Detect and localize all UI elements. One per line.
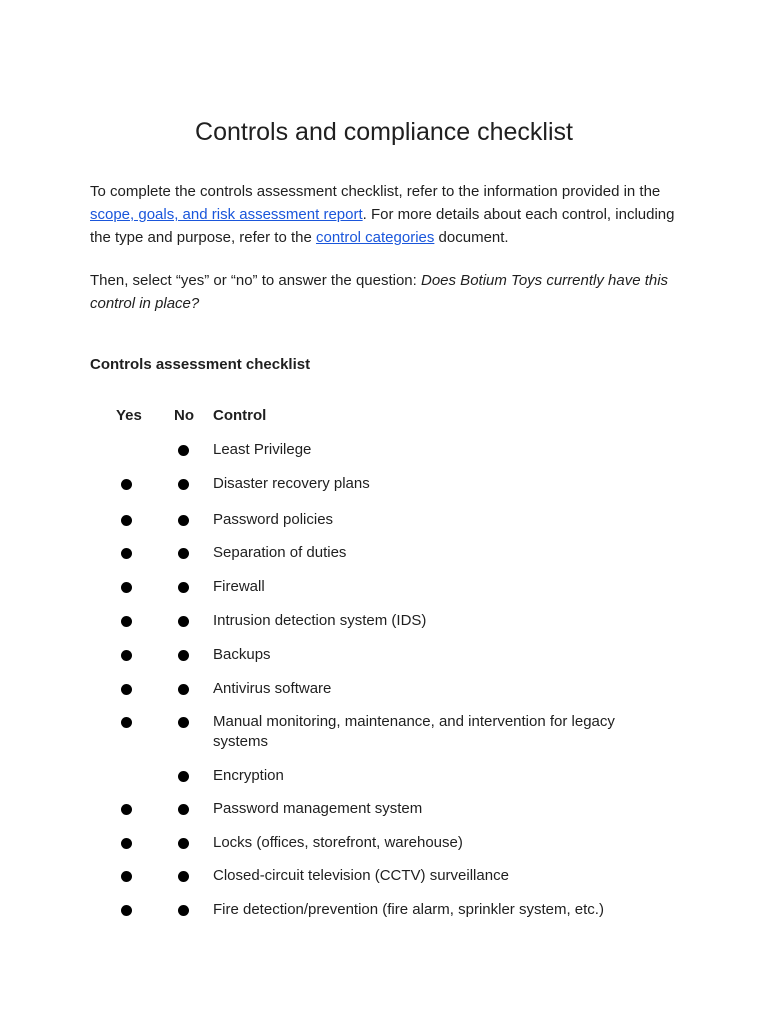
checklist-row: [0, 712, 768, 750]
no-radio-icon[interactable]: [178, 717, 189, 728]
instruction-question: Does Botium Toys currently have this control in place?: [90, 272, 669, 312]
yes-radio-icon[interactable]: [121, 871, 132, 882]
control-label: Separation of duties: [213, 544, 347, 561]
control-label: Intrusion detection system (IDS): [213, 612, 427, 629]
yes-radio-icon[interactable]: [121, 582, 132, 593]
page-title: Controls and compliance checklist: [195, 118, 573, 146]
control-label: Backups: [213, 646, 271, 663]
yes-radio-icon[interactable]: [121, 616, 132, 627]
intro-paragraph: [90, 180, 680, 249]
yes-radio-icon[interactable]: [121, 548, 132, 559]
column-header-no: No: [174, 407, 194, 424]
yes-radio-icon[interactable]: [121, 804, 132, 815]
scope-report-link[interactable]: scope, goals, and risk assessment report: [90, 206, 363, 223]
control-label: Manual monitoring, maintenance, and intervention for legacy systems: [213, 713, 615, 750]
column-header-yes: Yes: [116, 407, 142, 424]
yes-radio-icon[interactable]: [121, 905, 132, 916]
checklist-row: [0, 510, 768, 532]
control-label: Least Privilege: [213, 441, 312, 458]
no-radio-icon[interactable]: [178, 684, 189, 695]
no-radio-icon[interactable]: [178, 616, 189, 627]
intro-text-3: document.: [434, 229, 509, 246]
control-label: Antivirus software: [213, 680, 332, 697]
control-label: Firewall: [213, 578, 265, 595]
control-label: Fire detection/prevention (fire alarm, sprinkler system, etc.): [213, 901, 604, 918]
checklist-row: [0, 766, 768, 788]
control-label: Closed-circuit television (CCTV) surveillance: [213, 867, 509, 884]
yes-radio-icon[interactable]: [121, 479, 132, 490]
instruction-paragraph: [90, 269, 680, 315]
section-heading: Controls assessment checklist: [90, 356, 311, 373]
no-radio-icon[interactable]: [178, 871, 189, 882]
checklist-row: [0, 577, 768, 599]
no-radio-icon[interactable]: [178, 515, 189, 526]
checklist-row: [0, 866, 768, 888]
no-radio-icon[interactable]: [178, 771, 189, 782]
yes-radio-icon[interactable]: [121, 650, 132, 661]
yes-radio-icon[interactable]: [121, 717, 132, 728]
yes-radio-icon[interactable]: [121, 684, 132, 695]
checklist-row: [0, 611, 768, 633]
control-label: Disaster recovery plans: [213, 475, 370, 492]
checklist-row: [0, 543, 768, 565]
checklist-row: [0, 799, 768, 821]
control-categories-link[interactable]: control categories: [315, 229, 435, 246]
control-label: Password policies: [213, 511, 334, 528]
no-radio-icon[interactable]: [178, 479, 189, 490]
intro-text-1: To complete the controls assessment checklist, refer to the information provided in the: [90, 183, 661, 200]
checklist-row: [0, 900, 768, 922]
control-label: Locks (offices, storefront, warehouse): [213, 834, 463, 851]
no-radio-icon[interactable]: [178, 650, 189, 661]
checklist-row: [0, 679, 768, 701]
no-radio-icon[interactable]: [178, 548, 189, 559]
control-label: Encryption: [213, 767, 284, 784]
column-header-control: Control: [213, 407, 267, 424]
no-radio-icon[interactable]: [178, 905, 189, 916]
checklist-row: [0, 833, 768, 855]
no-radio-icon[interactable]: [178, 804, 189, 815]
control-label: Password management system: [213, 800, 423, 817]
intro-text-2: . For more details about each control, including the type and purpose, refer to the: [90, 206, 675, 246]
checklist-row: [0, 440, 768, 462]
checklist-row: [0, 474, 768, 496]
yes-radio-icon[interactable]: [121, 838, 132, 849]
yes-radio-icon[interactable]: [121, 515, 132, 526]
checklist-row: [0, 645, 768, 667]
no-radio-icon[interactable]: [178, 838, 189, 849]
instruction-text: Then, select “yes” or “no” to answer the question:: [90, 272, 421, 289]
no-radio-icon[interactable]: [178, 582, 189, 593]
no-radio-icon[interactable]: [178, 445, 189, 456]
